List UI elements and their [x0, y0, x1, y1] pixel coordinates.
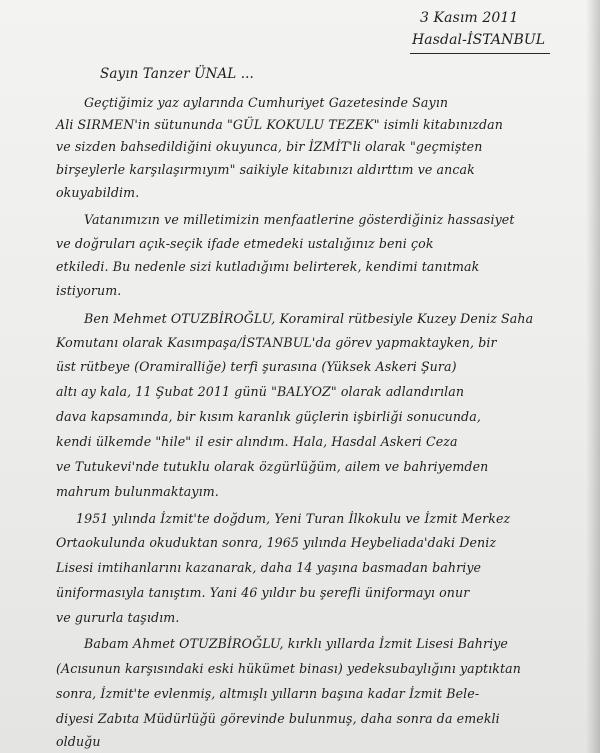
- body-line: Babam Ahmet OTUZBİROĞLU, kırklı yıllarda İzmit Lisesi Bahriye: [84, 636, 508, 651]
- body-line: birşeylerle karşılaşırmıyım" saikiyle kitabınızı aldırttım ve ancak: [56, 162, 475, 177]
- body-line: etkiledi. Bu nedenle sizi kutladığımı belirterek, kendimi tanıtmak: [56, 259, 480, 274]
- body-line: Ali SIRMEN'in sütununda "GÜL KOKULU TEZEK" isimli kitabınızdan: [56, 117, 503, 132]
- body-line: üniformasıyla tanıştım. Yani 46 yıldır bu şerefli üniformayı onur: [56, 585, 470, 600]
- body-line: olduğu: [56, 734, 101, 749]
- body-line: dava kapsamında, bir kısım karanlık güçlerin işbirliği sonucunda,: [56, 409, 481, 424]
- body-line: Komutanı olarak Kasımpaşa/İSTANBUL'da görev yapmaktayken, bir: [56, 335, 497, 350]
- body-line: mahrum bulunmaktayım.: [56, 484, 219, 499]
- body-line: Lisesi imtihanlarını kazanarak, daha 14 yaşına basmadan bahriye: [56, 560, 482, 575]
- body-line: ve gururla taşıdım.: [56, 610, 180, 625]
- place-underline: [410, 53, 550, 54]
- body-line: istiyorum.: [56, 283, 122, 298]
- body-line: Geçtiğimiz yaz aylarında Cumhuriyet Gazetesinde Sayın: [84, 95, 449, 110]
- letter-date: 3 Kasım 2011: [420, 10, 519, 26]
- body-line: okuyabildim.: [56, 185, 140, 200]
- body-line: Vatanımızın ve milletimizin menfaatlerine gösterdiğiniz hassasiyet: [84, 212, 515, 227]
- body-line: Ortaokulunda okuduktan sonra, 1965 yılında Heybeliada'daki Deniz: [56, 535, 497, 550]
- letter-place: Hasdal-İSTANBUL: [412, 32, 546, 48]
- body-line: 1951 yılında İzmit'te doğdum, Yeni Turan İlkokulu ve İzmit Merkez: [76, 511, 511, 526]
- body-line: altı ay kala, 11 Şubat 2011 günü "BALYOZ" olarak adlandırılan: [56, 384, 465, 399]
- body-line: (Acısunun karşısındaki eski hükümet binası) yedeksubaylığını yaptıktan: [56, 661, 521, 676]
- body-line: ve sizden bahsedildiğini okuyunca, bir İZMİT'li olarak "geçmişten: [56, 139, 483, 154]
- body-line: diyesi Zabıta Müdürlüğü görevinde bulunmuş, daha sonra da emekli: [56, 711, 500, 726]
- letter-salutation: Sayın Tanzer ÜNAL ...: [100, 66, 254, 82]
- page-edge-shadow: [586, 0, 600, 753]
- body-line: ve doğruları açık-seçik ifade etmedeki ustalığınız beni çok: [56, 236, 434, 251]
- body-line: sonra, İzmit'te evlenmiş, altmışlı yılların başına kadar İzmit Bele-: [56, 686, 480, 701]
- body-line: kendi ülkemde "hile" il esir alındım. Hala, Hasdal Askeri Ceza: [56, 434, 458, 449]
- body-line: üst rütbeye (Oramiralliğe) terfi şurasına (Yüksek Askeri Şura): [56, 359, 457, 374]
- body-line: ve Tutukevi'nde tutuklu olarak özgürlüğüm, ailem ve bahriyemden: [56, 459, 489, 474]
- body-line: Ben Mehmet OTUZBİROĞLU, Koramiral rütbesiyle Kuzey Deniz Saha: [84, 311, 534, 326]
